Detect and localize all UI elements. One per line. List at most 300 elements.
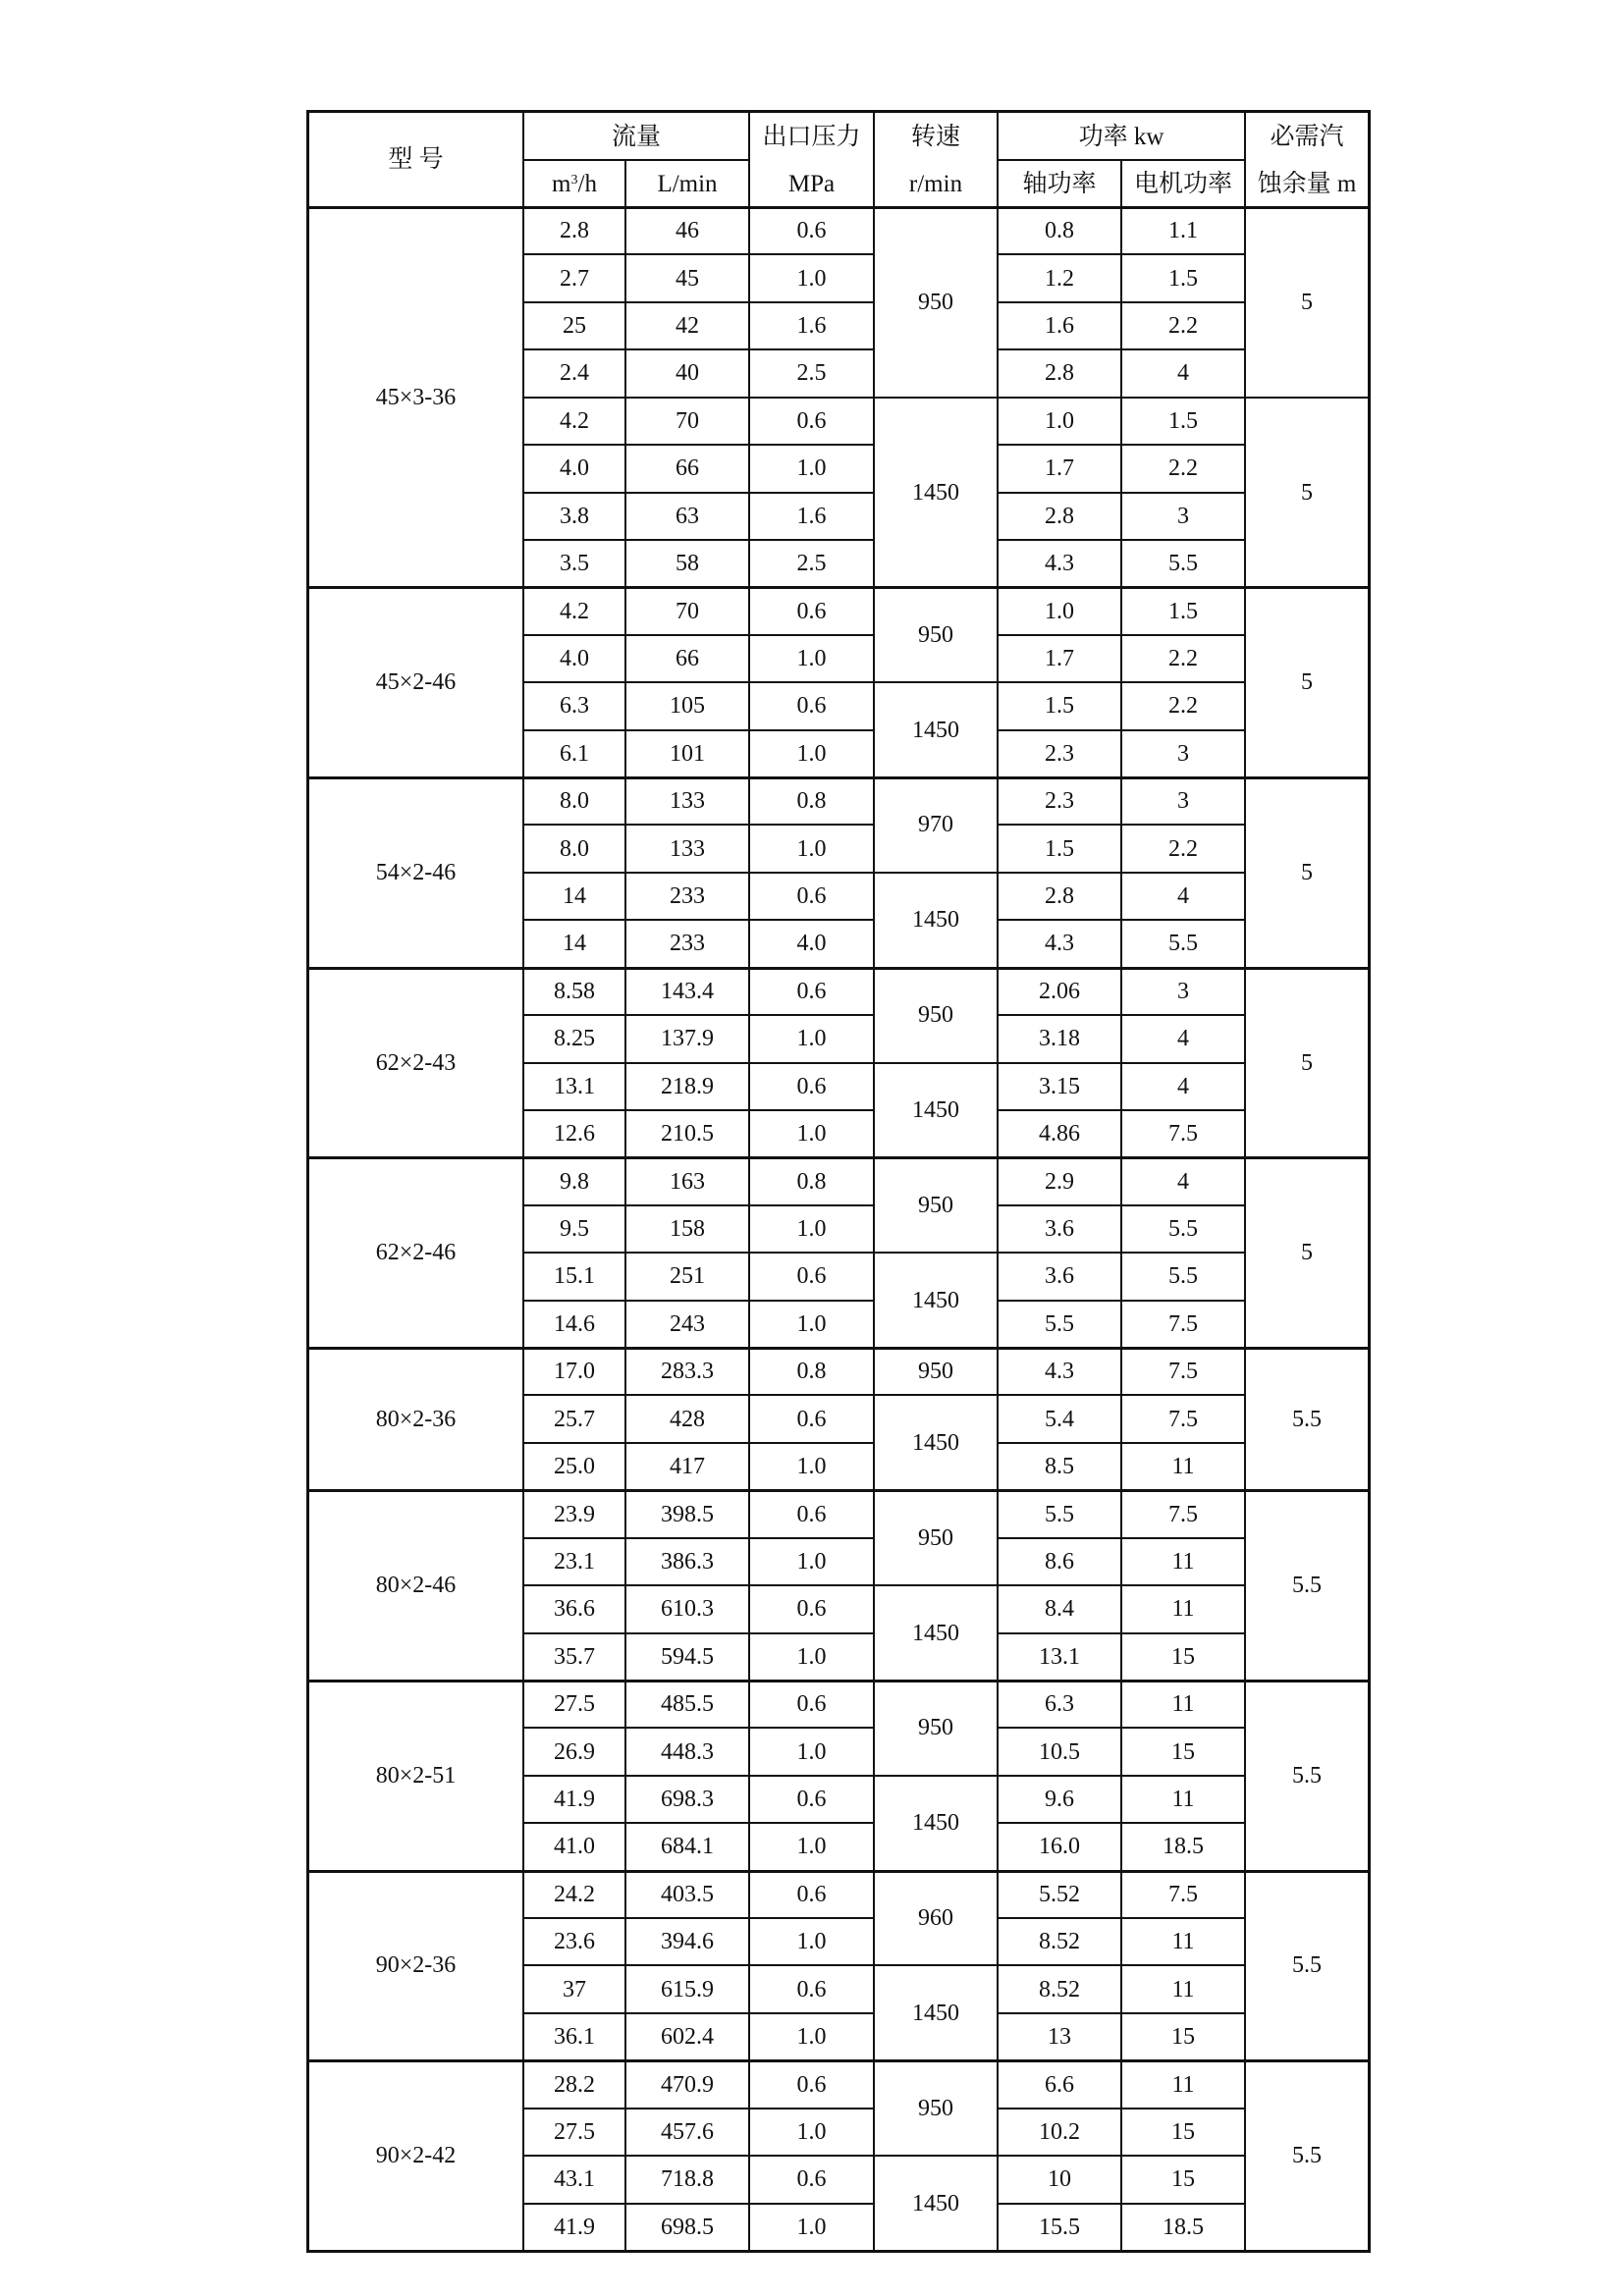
group-divider xyxy=(308,2059,1369,2062)
table-cell: 428 xyxy=(670,1406,705,1432)
table-cell: 4.3 xyxy=(1045,931,1074,957)
table-cell: 0.6 xyxy=(796,1976,827,2002)
model-cell: 45×3-36 xyxy=(375,384,457,410)
table-cell: 615.9 xyxy=(661,1976,714,2002)
table-cell: 27.5 xyxy=(554,2118,595,2145)
table-cell: 7.5 xyxy=(1168,1501,1198,1527)
model-cell: 62×2-46 xyxy=(375,1240,457,1266)
row-divider xyxy=(523,824,874,826)
speed-cell: 1450 xyxy=(912,1620,959,1646)
table-cell: 25.0 xyxy=(554,1454,595,1480)
row-divider xyxy=(523,1822,874,1824)
table-cell: 210.5 xyxy=(661,1121,714,1148)
table-cell: 1.0 xyxy=(796,2118,827,2145)
row-divider xyxy=(523,1300,874,1302)
speed-cell: 950 xyxy=(918,289,953,315)
table-cell: 0.6 xyxy=(796,407,827,434)
table-cell: 11 xyxy=(1171,1929,1195,1955)
table-cell: 25.7 xyxy=(554,1406,595,1432)
table-cell: 8.25 xyxy=(554,1026,595,1052)
table-cell: 58 xyxy=(676,551,699,577)
speed-divider xyxy=(874,1394,998,1396)
table-cell: 11 xyxy=(1171,1976,1195,2002)
table-cell: 4 xyxy=(1177,360,1189,387)
table-cell: 1.0 xyxy=(796,645,827,671)
table-cell: 11 xyxy=(1171,2071,1195,2098)
table-cell: 133 xyxy=(670,835,705,862)
table-cell: 1.0 xyxy=(796,1548,827,1575)
table-cell: 470.9 xyxy=(661,2071,714,2098)
table-cell: 1.0 xyxy=(796,835,827,862)
header-flow-m3h-tail: /h xyxy=(577,170,597,197)
column-divider xyxy=(873,207,875,2251)
table-cell: 251 xyxy=(670,1263,705,1290)
table-cell: 417 xyxy=(670,1454,705,1480)
table-cell: 2.8 xyxy=(1045,360,1074,387)
table-cell: 101 xyxy=(670,740,705,767)
model-cell: 90×2-36 xyxy=(375,1952,457,1979)
table-cell: 143.4 xyxy=(661,978,714,1004)
header-flow-m3h-sup: 3 xyxy=(570,173,578,187)
table-cell: 2.06 xyxy=(1039,978,1080,1004)
table-cell: 8.52 xyxy=(1039,1929,1080,1955)
table-cell: 448.3 xyxy=(661,1738,714,1765)
table-cell: 2.2 xyxy=(1168,313,1198,340)
table-cell: 9.6 xyxy=(1045,1787,1074,1813)
row-divider xyxy=(523,681,874,683)
npsh-cell: 5.5 xyxy=(1292,1573,1322,1599)
npsh-cell: 5 xyxy=(1301,859,1313,885)
table-cell: 3.15 xyxy=(1039,1073,1080,1099)
table-cell: 7.5 xyxy=(1168,1310,1198,1337)
speed-divider xyxy=(874,1775,998,1777)
table-cell: 0.6 xyxy=(796,1691,827,1718)
table-cell: 0.6 xyxy=(796,1596,827,1623)
table-cell: 398.5 xyxy=(661,1501,714,1527)
table-cell: 2.4 xyxy=(560,360,589,387)
table-cell: 5.52 xyxy=(1039,1881,1080,1907)
table-cell: 0.8 xyxy=(796,1168,827,1195)
table-cell: 1.0 xyxy=(796,1215,827,1242)
table-cell: 0.8 xyxy=(1045,218,1074,244)
table-cell: 11 xyxy=(1171,1548,1195,1575)
table-cell: 3.6 xyxy=(1045,1263,1074,1290)
row-divider xyxy=(523,444,874,446)
table-cell: 0.6 xyxy=(796,598,827,624)
row-divider xyxy=(523,634,874,636)
table-cell: 15 xyxy=(1171,1738,1195,1765)
header-flow-m3h-base: m xyxy=(552,170,571,197)
row-divider xyxy=(523,1062,874,1064)
table-cell: 2.5 xyxy=(796,551,827,577)
table-cell: 4 xyxy=(1177,1168,1189,1195)
table-cell: 233 xyxy=(670,883,705,910)
row-divider xyxy=(523,253,874,255)
table-cell: 7.5 xyxy=(1168,1406,1198,1432)
row-divider xyxy=(523,2155,874,2157)
table-cell: 45 xyxy=(676,265,699,292)
table-cell: 6.3 xyxy=(1045,1691,1074,1718)
row-divider xyxy=(523,1109,874,1111)
table-cell: 0.6 xyxy=(796,1501,827,1527)
table-cell: 7.5 xyxy=(1168,1121,1198,1148)
table-cell: 41.9 xyxy=(554,1787,595,1813)
table-cell: 3 xyxy=(1177,788,1189,815)
speed-divider xyxy=(874,2155,998,2157)
table-cell: 2.8 xyxy=(560,218,589,244)
speed-cell: 1450 xyxy=(912,1810,959,1837)
table-cell: 3 xyxy=(1177,740,1189,767)
header-divider xyxy=(523,159,749,161)
table-cell: 4.0 xyxy=(560,455,589,482)
table-cell: 2.9 xyxy=(1045,1168,1074,1195)
table-cell: 37 xyxy=(563,1976,586,2002)
table-cell: 23.1 xyxy=(554,1548,595,1575)
table-cell: 0.6 xyxy=(796,883,827,910)
group-divider xyxy=(308,1489,1369,1492)
table-cell: 41.0 xyxy=(554,1834,595,1860)
speed-divider xyxy=(874,1252,998,1254)
table-cell: 1.7 xyxy=(1045,455,1074,482)
table-cell: 5.5 xyxy=(1168,931,1198,957)
header-pressure-unit: MPa xyxy=(787,170,836,197)
column-divider xyxy=(522,207,524,2251)
table-cell: 35.7 xyxy=(554,1643,595,1670)
table-cell: 70 xyxy=(676,407,699,434)
row-divider xyxy=(523,348,874,350)
table-cell: 158 xyxy=(670,1215,705,1242)
row-divider xyxy=(523,919,874,921)
speed-cell: 1450 xyxy=(912,907,959,934)
table-cell: 133 xyxy=(670,788,705,815)
table-cell: 0.8 xyxy=(796,788,827,815)
table-cell: 1.5 xyxy=(1045,835,1074,862)
table-cell: 1.0 xyxy=(796,1310,827,1337)
table-cell: 8.52 xyxy=(1039,1976,1080,2002)
header-divider xyxy=(873,112,875,207)
table-cell: 2.2 xyxy=(1168,645,1198,671)
table-cell: 14 xyxy=(563,931,586,957)
table-cell: 10.5 xyxy=(1039,1738,1080,1765)
table-cell: 1.0 xyxy=(796,2024,827,2051)
table-cell: 1.0 xyxy=(1045,598,1074,624)
group-divider xyxy=(308,1347,1369,1350)
table-cell: 40 xyxy=(676,360,699,387)
table-cell: 6.6 xyxy=(1045,2071,1074,2098)
table-cell: 0.6 xyxy=(796,978,827,1004)
row-divider xyxy=(523,729,874,731)
table-cell: 1.0 xyxy=(796,1121,827,1148)
table-cell: 15 xyxy=(1171,1643,1195,1670)
speed-cell: 1450 xyxy=(912,1429,959,1456)
table-cell: 137.9 xyxy=(661,1026,714,1052)
table-cell: 243 xyxy=(670,1310,705,1337)
group-divider xyxy=(308,1156,1369,1159)
table-cell: 163 xyxy=(670,1168,705,1195)
table-cell: 13.1 xyxy=(554,1073,595,1099)
table-cell: 283.3 xyxy=(661,1359,714,1385)
header-power: 功率 kw xyxy=(1078,123,1164,150)
column-divider xyxy=(624,207,626,2251)
table-cell: 15 xyxy=(1171,2024,1195,2051)
table-cell: 0.6 xyxy=(796,1787,827,1813)
header-pressure: 出口压力 xyxy=(762,123,861,150)
table-cell: 4 xyxy=(1177,1073,1189,1099)
table-cell: 394.6 xyxy=(661,1929,714,1955)
npsh-cell: 5 xyxy=(1301,479,1313,506)
table-cell: 24.2 xyxy=(554,1881,595,1907)
table-cell: 1.6 xyxy=(796,503,827,529)
table-cell: 1.5 xyxy=(1168,407,1198,434)
table-cell: 7.5 xyxy=(1168,1359,1198,1385)
table-cell: 66 xyxy=(676,645,699,671)
speed-cell: 960 xyxy=(918,1905,953,1932)
group-divider xyxy=(308,1680,1369,1682)
table-cell: 457.6 xyxy=(661,2118,714,2145)
group-divider xyxy=(308,1870,1369,1873)
table-cell: 5.5 xyxy=(1045,1501,1074,1527)
row-divider xyxy=(523,492,874,494)
table-cell: 15.5 xyxy=(1039,2214,1080,2240)
table-cell: 1.2 xyxy=(1045,265,1074,292)
table-cell: 46 xyxy=(676,218,699,244)
speed-divider xyxy=(874,681,998,683)
table-cell: 14 xyxy=(563,883,586,910)
table-cell: 27.5 xyxy=(554,1691,595,1718)
table-cell: 0.6 xyxy=(796,2071,827,2098)
table-cell: 2.7 xyxy=(560,265,589,292)
table-cell: 0.6 xyxy=(796,693,827,720)
speed-cell: 950 xyxy=(918,1359,953,1385)
row-divider xyxy=(523,1014,874,1016)
npsh-cell: 5 xyxy=(1301,289,1313,315)
table-cell: 9.5 xyxy=(560,1215,589,1242)
header-divider xyxy=(624,160,626,207)
table-cell: 3 xyxy=(1177,978,1189,1004)
table-border-top xyxy=(306,110,1371,113)
model-cell: 45×2-46 xyxy=(375,669,457,696)
table-cell: 233 xyxy=(670,931,705,957)
header-shaft-power: 轴功率 xyxy=(1022,170,1097,197)
table-cell: 0.6 xyxy=(796,1073,827,1099)
table-cell: 386.3 xyxy=(661,1548,714,1575)
table-cell: 1.7 xyxy=(1045,645,1074,671)
column-divider xyxy=(748,207,750,2251)
table-cell: 12.6 xyxy=(554,1121,595,1148)
row-divider xyxy=(523,539,874,541)
table-cell: 0.6 xyxy=(796,1263,827,1290)
table-cell: 2.5 xyxy=(796,360,827,387)
table-cell: 42 xyxy=(676,313,699,340)
row-divider xyxy=(523,1252,874,1254)
table-cell: 1.6 xyxy=(796,313,827,340)
table-cell: 1.0 xyxy=(1045,407,1074,434)
table-cell: 63 xyxy=(676,503,699,529)
header-flow: 流量 xyxy=(611,123,661,150)
row-divider xyxy=(523,2012,874,2014)
table-cell: 0.6 xyxy=(796,2166,827,2193)
table-cell: 2.2 xyxy=(1168,693,1198,720)
table-cell: 1.5 xyxy=(1045,693,1074,720)
table-cell: 1.5 xyxy=(1168,265,1198,292)
column-divider xyxy=(997,207,999,2251)
row-divider xyxy=(523,1442,874,1444)
table-cell: 4.0 xyxy=(796,931,827,957)
table-cell: 10.2 xyxy=(1039,2118,1080,2145)
table-cell: 4 xyxy=(1177,1026,1189,1052)
table-cell: 36.6 xyxy=(554,1596,595,1623)
table-cell: 1.0 xyxy=(796,1454,827,1480)
table-cell: 3.5 xyxy=(560,551,589,577)
table-cell: 9.8 xyxy=(560,1168,589,1195)
table-cell: 4.3 xyxy=(1045,551,1074,577)
table-cell: 13 xyxy=(1048,2024,1071,2051)
table-cell: 1.5 xyxy=(1168,598,1198,624)
table-cell: 15.1 xyxy=(554,1263,595,1290)
table-cell: 6.3 xyxy=(560,693,589,720)
table-cell: 41.9 xyxy=(554,2214,595,2240)
model-cell: 80×2-36 xyxy=(375,1406,457,1432)
table-cell: 610.3 xyxy=(661,1596,714,1623)
table-cell: 602.4 xyxy=(661,2024,714,2051)
table-cell: 1.0 xyxy=(796,1643,827,1670)
model-cell: 80×2-51 xyxy=(375,1762,457,1789)
table-cell: 18.5 xyxy=(1163,1834,1204,1860)
table-cell: 2.2 xyxy=(1168,455,1198,482)
table-cell: 1.0 xyxy=(796,1738,827,1765)
table-cell: 11 xyxy=(1171,1691,1195,1718)
table-cell: 403.5 xyxy=(661,1881,714,1907)
table-cell: 3.18 xyxy=(1039,1026,1080,1052)
table-cell: 2.2 xyxy=(1168,835,1198,862)
speed-cell: 1450 xyxy=(912,2190,959,2216)
npsh-divider xyxy=(1245,397,1369,399)
header-divider xyxy=(1120,160,1122,207)
group-divider xyxy=(308,586,1369,589)
row-divider xyxy=(523,1964,874,1966)
table-cell: 594.5 xyxy=(661,1643,714,1670)
header-flow-m3h xyxy=(523,161,625,206)
table-cell: 8.4 xyxy=(1045,1596,1074,1623)
table-cell: 10 xyxy=(1048,2166,1071,2193)
table-cell: 8.5 xyxy=(1045,1454,1074,1480)
table-cell: 5.4 xyxy=(1045,1406,1074,1432)
model-cell: 80×2-46 xyxy=(375,1573,457,1599)
table-cell: 4 xyxy=(1177,883,1189,910)
table-cell: 6.1 xyxy=(560,740,589,767)
header-flow-lmin: L/min xyxy=(657,170,718,197)
table-cell: 15 xyxy=(1171,2118,1195,2145)
table-cell: 1.0 xyxy=(796,1929,827,1955)
table-cell: 43.1 xyxy=(554,2166,595,2193)
row-divider xyxy=(523,397,874,399)
table-cell: 25 xyxy=(563,313,586,340)
speed-cell: 1450 xyxy=(912,1096,959,1123)
row-divider xyxy=(523,1537,874,1539)
npsh-cell: 5.5 xyxy=(1292,1406,1322,1432)
table-cell: 0.6 xyxy=(796,218,827,244)
table-cell: 4.86 xyxy=(1039,1121,1080,1148)
table-cell: 2.3 xyxy=(1045,740,1074,767)
npsh-cell: 5 xyxy=(1301,1049,1313,1076)
table-cell: 3.8 xyxy=(560,503,589,529)
model-cell: 90×2-42 xyxy=(375,2143,457,2169)
table-cell: 70 xyxy=(676,598,699,624)
table-cell: 684.1 xyxy=(661,1834,714,1860)
table-cell: 17.0 xyxy=(554,1359,595,1385)
table-cell: 0.6 xyxy=(796,1881,827,1907)
row-divider xyxy=(523,1204,874,1206)
table-cell: 3.6 xyxy=(1045,1215,1074,1242)
table-cell: 11 xyxy=(1171,1596,1195,1623)
table-cell: 14.6 xyxy=(554,1310,595,1337)
table-cell: 36.1 xyxy=(554,2024,595,2051)
speed-cell: 970 xyxy=(918,812,953,838)
table-cell: 23.6 xyxy=(554,1929,595,1955)
speed-cell: 1450 xyxy=(912,1287,959,1313)
table-cell: 3 xyxy=(1177,503,1189,529)
table-cell: 8.6 xyxy=(1045,1548,1074,1575)
table-cell: 5.5 xyxy=(1168,1263,1198,1290)
speed-cell: 950 xyxy=(918,1002,953,1029)
table-cell: 18.5 xyxy=(1163,2214,1204,2240)
header-motor-power: 电机功率 xyxy=(1133,170,1232,197)
table-cell: 4.2 xyxy=(560,407,589,434)
speed-cell: 950 xyxy=(918,1715,953,1741)
table-cell: 13.1 xyxy=(1039,1643,1080,1670)
table-cell: 28.2 xyxy=(554,2071,595,2098)
row-divider xyxy=(523,872,874,874)
header-speed: 转速 xyxy=(910,123,960,150)
row-divider xyxy=(523,2203,874,2205)
npsh-cell: 5 xyxy=(1301,1240,1313,1266)
group-divider xyxy=(308,967,1369,970)
table-cell: 23.9 xyxy=(554,1501,595,1527)
table-cell: 11 xyxy=(1171,1454,1195,1480)
table-cell: 8.0 xyxy=(560,788,589,815)
table-cell: 1.0 xyxy=(796,2214,827,2240)
speed-cell: 1450 xyxy=(912,2000,959,2026)
row-divider xyxy=(523,301,874,303)
speed-cell: 950 xyxy=(918,621,953,648)
table-cell: 698.5 xyxy=(661,2214,714,2240)
npsh-cell: 5.5 xyxy=(1292,1762,1322,1789)
row-divider xyxy=(523,1727,874,1729)
speed-divider xyxy=(874,1062,998,1064)
header-divider xyxy=(998,159,1245,161)
table-cell: 2.8 xyxy=(1045,883,1074,910)
table-cell: 1.0 xyxy=(796,1834,827,1860)
row-divider xyxy=(523,1917,874,1919)
table-cell: 7.5 xyxy=(1168,1881,1198,1907)
table-cell: 2.8 xyxy=(1045,503,1074,529)
npsh-cell: 5 xyxy=(1301,669,1313,696)
table-cell: 4.3 xyxy=(1045,1359,1074,1385)
table-cell: 485.5 xyxy=(661,1691,714,1718)
speed-cell: 950 xyxy=(918,1192,953,1218)
row-divider xyxy=(523,1775,874,1777)
row-divider xyxy=(523,1394,874,1396)
speed-divider xyxy=(874,1964,998,1966)
table-cell: 218.9 xyxy=(661,1073,714,1099)
table-cell: 1.0 xyxy=(796,265,827,292)
table-cell: 698.3 xyxy=(661,1787,714,1813)
speed-cell: 1450 xyxy=(912,717,959,743)
table-cell: 26.9 xyxy=(554,1738,595,1765)
table-cell: 4.0 xyxy=(560,645,589,671)
table-cell: 1.0 xyxy=(796,455,827,482)
table-cell: 8.58 xyxy=(554,978,595,1004)
